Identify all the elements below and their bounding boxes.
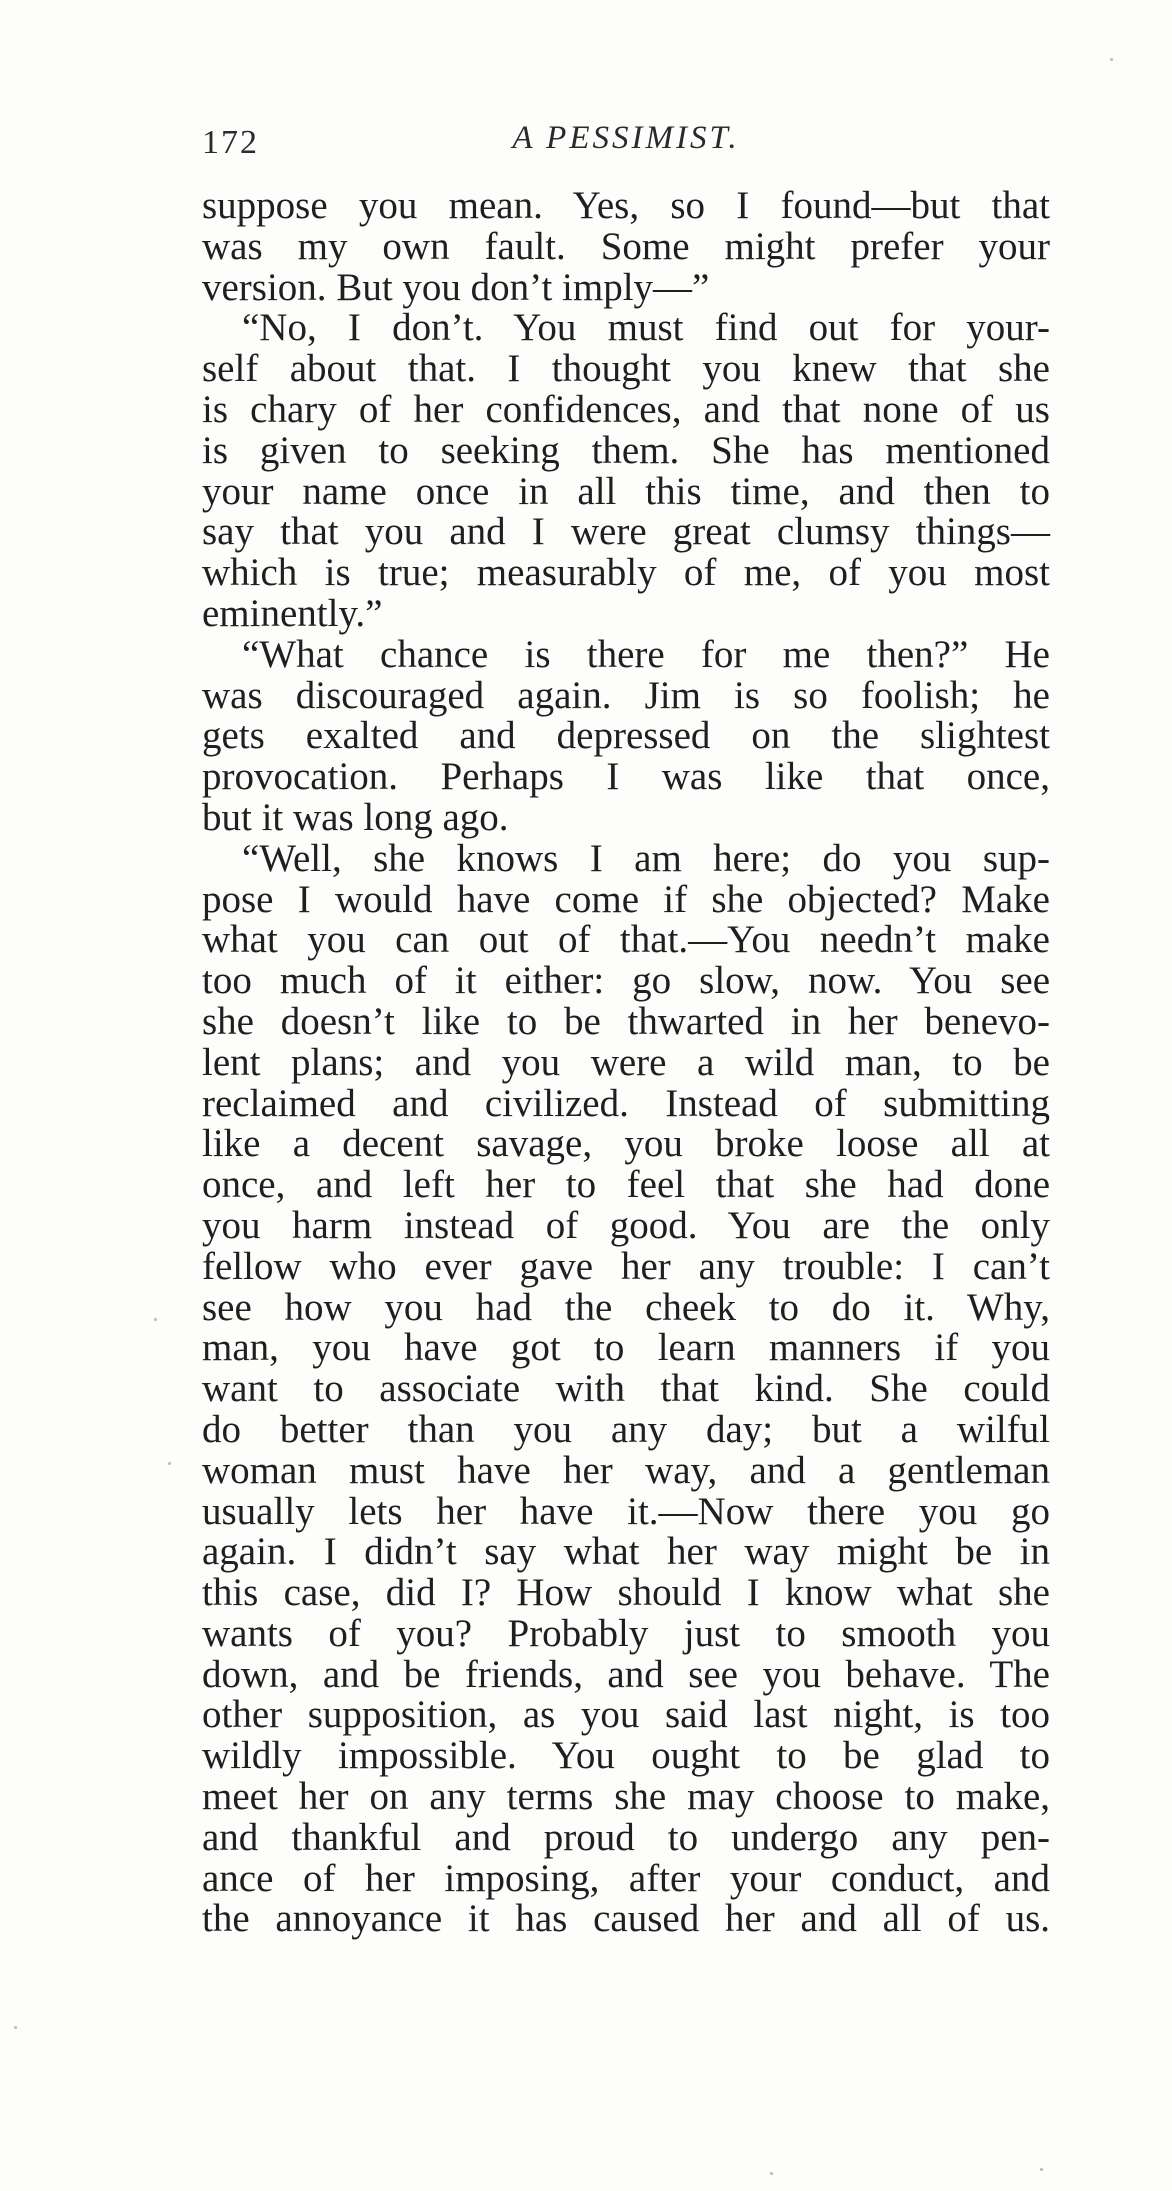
text-line: is given to seeking them. She has mentioned [202, 428, 1050, 472]
text-line: fellow who ever gave her any trouble: I can’t [202, 1244, 1050, 1288]
text-line: version. But you don’t imply—” [202, 265, 710, 309]
text-line: want to associate with that kind. She could [202, 1367, 1050, 1411]
text-line: was discouraged again. Jim is so foolish; he [202, 673, 1050, 717]
text-line: “What chance is there for me then?” He [242, 632, 1050, 676]
text-line: self about that. I thought you knew that she [202, 347, 1050, 391]
text-line: woman must have her way, and a gentleman [202, 1448, 1050, 1492]
text-line: once, and left her to feel that she had done [202, 1163, 1050, 1207]
text-line: but it was long ago. [202, 795, 509, 839]
paper-speck [14, 2026, 17, 2029]
text-line: do better than you any day; but a wilful [202, 1407, 1050, 1451]
running-title: A PESSIMIST. [512, 120, 740, 156]
text-line: she doesn’t like to be thwarted in her benevo- [202, 999, 1050, 1043]
text-line: you harm instead of good. You are the only [202, 1203, 1050, 1247]
text-line: down, and be friends, and see you behave. The [202, 1652, 1050, 1696]
paper-speck [154, 1318, 157, 1321]
text-line: usually lets her have it.—Now there you go [202, 1489, 1050, 1533]
text-line: is chary of her confidences, and that none of us [202, 387, 1050, 431]
text-line: wants of you? Probably just to smooth you [202, 1611, 1050, 1655]
text-line: again. I didn’t say what her way might be in [202, 1530, 1050, 1574]
body-text [202, 186, 1050, 1940]
text-line: ance of her imposing, after your conduct, and [202, 1856, 1050, 1900]
paper-speck [770, 2172, 773, 2175]
text-line: say that you and I were great clumsy things— [202, 510, 1050, 554]
paper-speck [1110, 58, 1113, 61]
text-line: this case, did I? How should I know what she [202, 1571, 1050, 1615]
text-line: your name once in all this time, and then to [202, 469, 1050, 513]
text-line: see how you had the cheek to do it. Why, [202, 1285, 1050, 1329]
text-line: other supposition, as you said last night, is too [202, 1693, 1050, 1737]
text-line: which is true; measurably of me, of you most [202, 551, 1050, 595]
page-header [202, 118, 1050, 168]
text-line: “Well, she knows I am here; do you sup- [242, 836, 1050, 880]
text-line: suppose you mean. Yes, so I found—but that [202, 184, 1050, 227]
text-line: the annoyance it has caused her and all of us. [202, 1897, 1050, 1941]
text-line: wildly impossible. You ought to be glad to [202, 1734, 1050, 1778]
text-line: reclaimed and civilized. Instead of submitting [202, 1081, 1050, 1125]
text-line: was my own fault. Some might prefer your [202, 224, 1050, 268]
paper-speck [1040, 2168, 1043, 2171]
text-line: provocation. Perhaps I was like that once, [202, 755, 1050, 799]
text-line: like a decent savage, you broke loose all at [202, 1122, 1050, 1166]
text-line: and thankful and proud to undergo any pen- [202, 1815, 1050, 1859]
text-line: man, you have got to learn manners if you [202, 1326, 1050, 1370]
paper-speck [168, 1462, 171, 1465]
text-line: meet her on any terms she may choose to make, [202, 1775, 1050, 1819]
text-line: lent plans; and you were a wild man, to be [202, 1040, 1050, 1084]
text-line: “No, I don’t. You must find out for your- [242, 306, 1050, 350]
page-number: 172 [202, 124, 259, 161]
text-line: too much of it either: go slow, now. You see [202, 959, 1050, 1003]
text-line: gets exalted and depressed on the slightest [202, 714, 1050, 758]
text-line: eminently.” [202, 591, 383, 635]
text-line: pose I would have come if she objected? Make [202, 877, 1050, 921]
text-line: what you can out of that.—You needn’t make [202, 918, 1050, 962]
